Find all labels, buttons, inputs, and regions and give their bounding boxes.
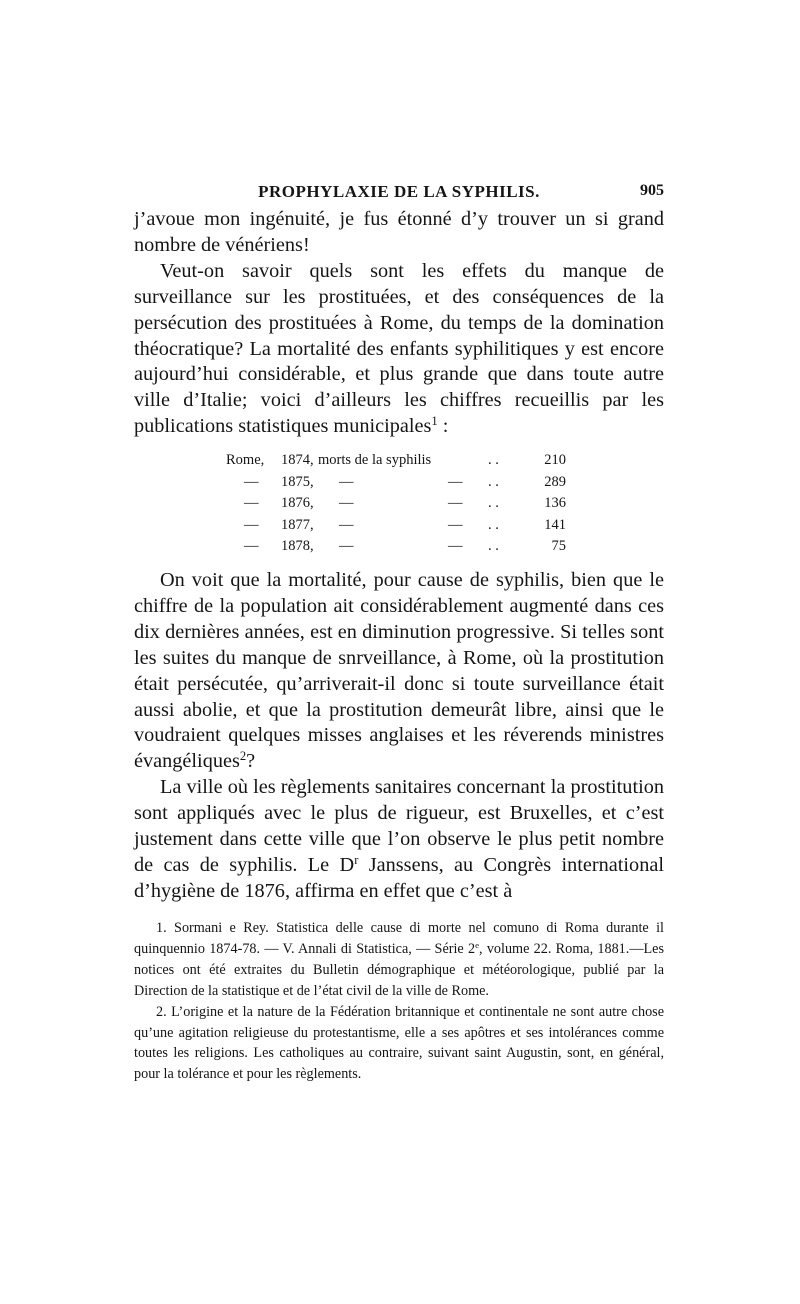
table-row — [226, 536, 576, 558]
table-cell-value: 75 — [551, 538, 566, 554]
mortality-table — [226, 450, 576, 558]
table-cell-label: Rome, — [226, 452, 265, 468]
table-cell-value: 210 — [544, 452, 566, 468]
table-cell-dots: . . — [488, 516, 499, 533]
title-superscript: r — [354, 853, 359, 868]
table-cell-cause: morts de la syphilis — [318, 452, 432, 468]
running-title: PROPHYLAXIE DE LA SYPHILIS. — [258, 182, 540, 201]
table-row — [226, 472, 576, 494]
table-cell-value: 289 — [544, 473, 566, 490]
table-cell-dots: . . — [488, 473, 499, 490]
table-cell-year: 1874, — [281, 452, 314, 468]
table-cell-ditto: — — [339, 495, 354, 511]
table-row — [226, 515, 576, 537]
footnote-ref-2[interactable]: 2 — [239, 749, 247, 764]
footnote-number: 2. — [156, 1003, 167, 1020]
paragraph-continued: j’avoue mon ingénuité, je fus étonné d’y trouver un si grand nombre de vénériens! — [134, 208, 664, 256]
paragraph-bruxelles: La ville où les règlements sanitaires concernant la prostitution sont appliqués avec le plus de rigueur, est Bruxelles, et c’est justement dans cette ville que l’on observe le plus petit nombre de cas de syphilis. Le $D^r$ Janssens, au Congrès international d’hygiène de 1876, affirma en effet que c’est à — [134, 776, 664, 902]
table-row — [226, 450, 576, 472]
page-number: 905 — [640, 182, 664, 199]
table-cell-year: 1875, — [281, 473, 314, 490]
table-cell-label: — — [244, 516, 259, 533]
table-cell-dots: . . — [488, 495, 499, 511]
table-cell-dots: . . — [488, 452, 499, 468]
table-cell-ditto: — — [448, 516, 463, 533]
table-cell-label: — — [244, 495, 259, 511]
table-cell-dots: . . — [488, 538, 499, 554]
footnote-1: 1. Sormani e Rey. Statistica delle cause di morte nel comuno di Roma durante il quinquennio 1874-78. — V. Annali di Statistica, — Série 2e, volume 22. Roma, 1881.—Les notices ont été extraites du Bulletin démographique et météorologique, publié par la Direction de la statistique et de l’état civil de la ville de Rome. — [134, 920, 664, 999]
footnote-number: 1. — [156, 920, 167, 936]
body-text-bottom — [134, 568, 664, 905]
page-header — [134, 176, 664, 206]
table-cell-ditto: — — [448, 473, 463, 490]
table-row — [226, 493, 576, 515]
table-cell-ditto: — — [339, 516, 354, 533]
table-cell-label: — — [244, 473, 259, 490]
table-cell-value: 141 — [544, 516, 566, 533]
table-cell-ditto: — — [448, 495, 463, 511]
table-cell-year: 1877, — [281, 516, 314, 533]
footnote-ref-1[interactable]: 1 — [431, 414, 438, 429]
table-cell-label: — — [244, 538, 259, 554]
paragraph-rome-surveillance: Veut-on savoir quels sont les effets du manque de surveillance sur les prostituées, et des conséquences de la persécution des prostituées à Rome, du temps de la domination théocratique? La mortalité des enfants syphilitiques y est encore aujourd’hui considérable, et plus grande que dans toute autre ville d’Italie; voici d’ailleurs les chiffres recueillis par les publications statistiques municipales$^1$ : — [134, 259, 664, 438]
footnotes — [134, 918, 664, 1085]
table-cell-year: 1876, — [281, 495, 314, 511]
paragraph-mortality-decline: On voit que la mortalité, pour cause de syphilis, bien que le chiffre de la population ait considérablement augmenté dans ces dix dernières années, est en diminution progressive. Si telles sont les suites du manque de snrveillance, à Rome, où la prostitution était persécutée, qu’arriverait-il donc si toute surveillance était aussi abolie, et que la prostitution demeurât libre, ainsi que le voudraient quelques misses anglaises et les réverends ministres évangéliques$^2$? — [134, 569, 664, 773]
table-cell-ditto: — — [339, 538, 354, 554]
table-cell-ditto: — — [339, 473, 354, 490]
table-cell-ditto: — — [448, 538, 463, 554]
body-text-top — [134, 207, 664, 440]
table-cell-value: 136 — [544, 495, 566, 511]
footnote-2: 2. L’origine et la nature de la Fédération britannique et continentale ne sont autre chose qu’une agitation religieuse du protestantisme, elle a ses apôtres et ses intolérances comme toutes les religions. Les catholiques au contraire, suivant saint Augustin, sont, en général, pour la tolérance et pour les règlements. — [134, 1003, 664, 1083]
table-cell-year: 1878, — [281, 538, 314, 554]
